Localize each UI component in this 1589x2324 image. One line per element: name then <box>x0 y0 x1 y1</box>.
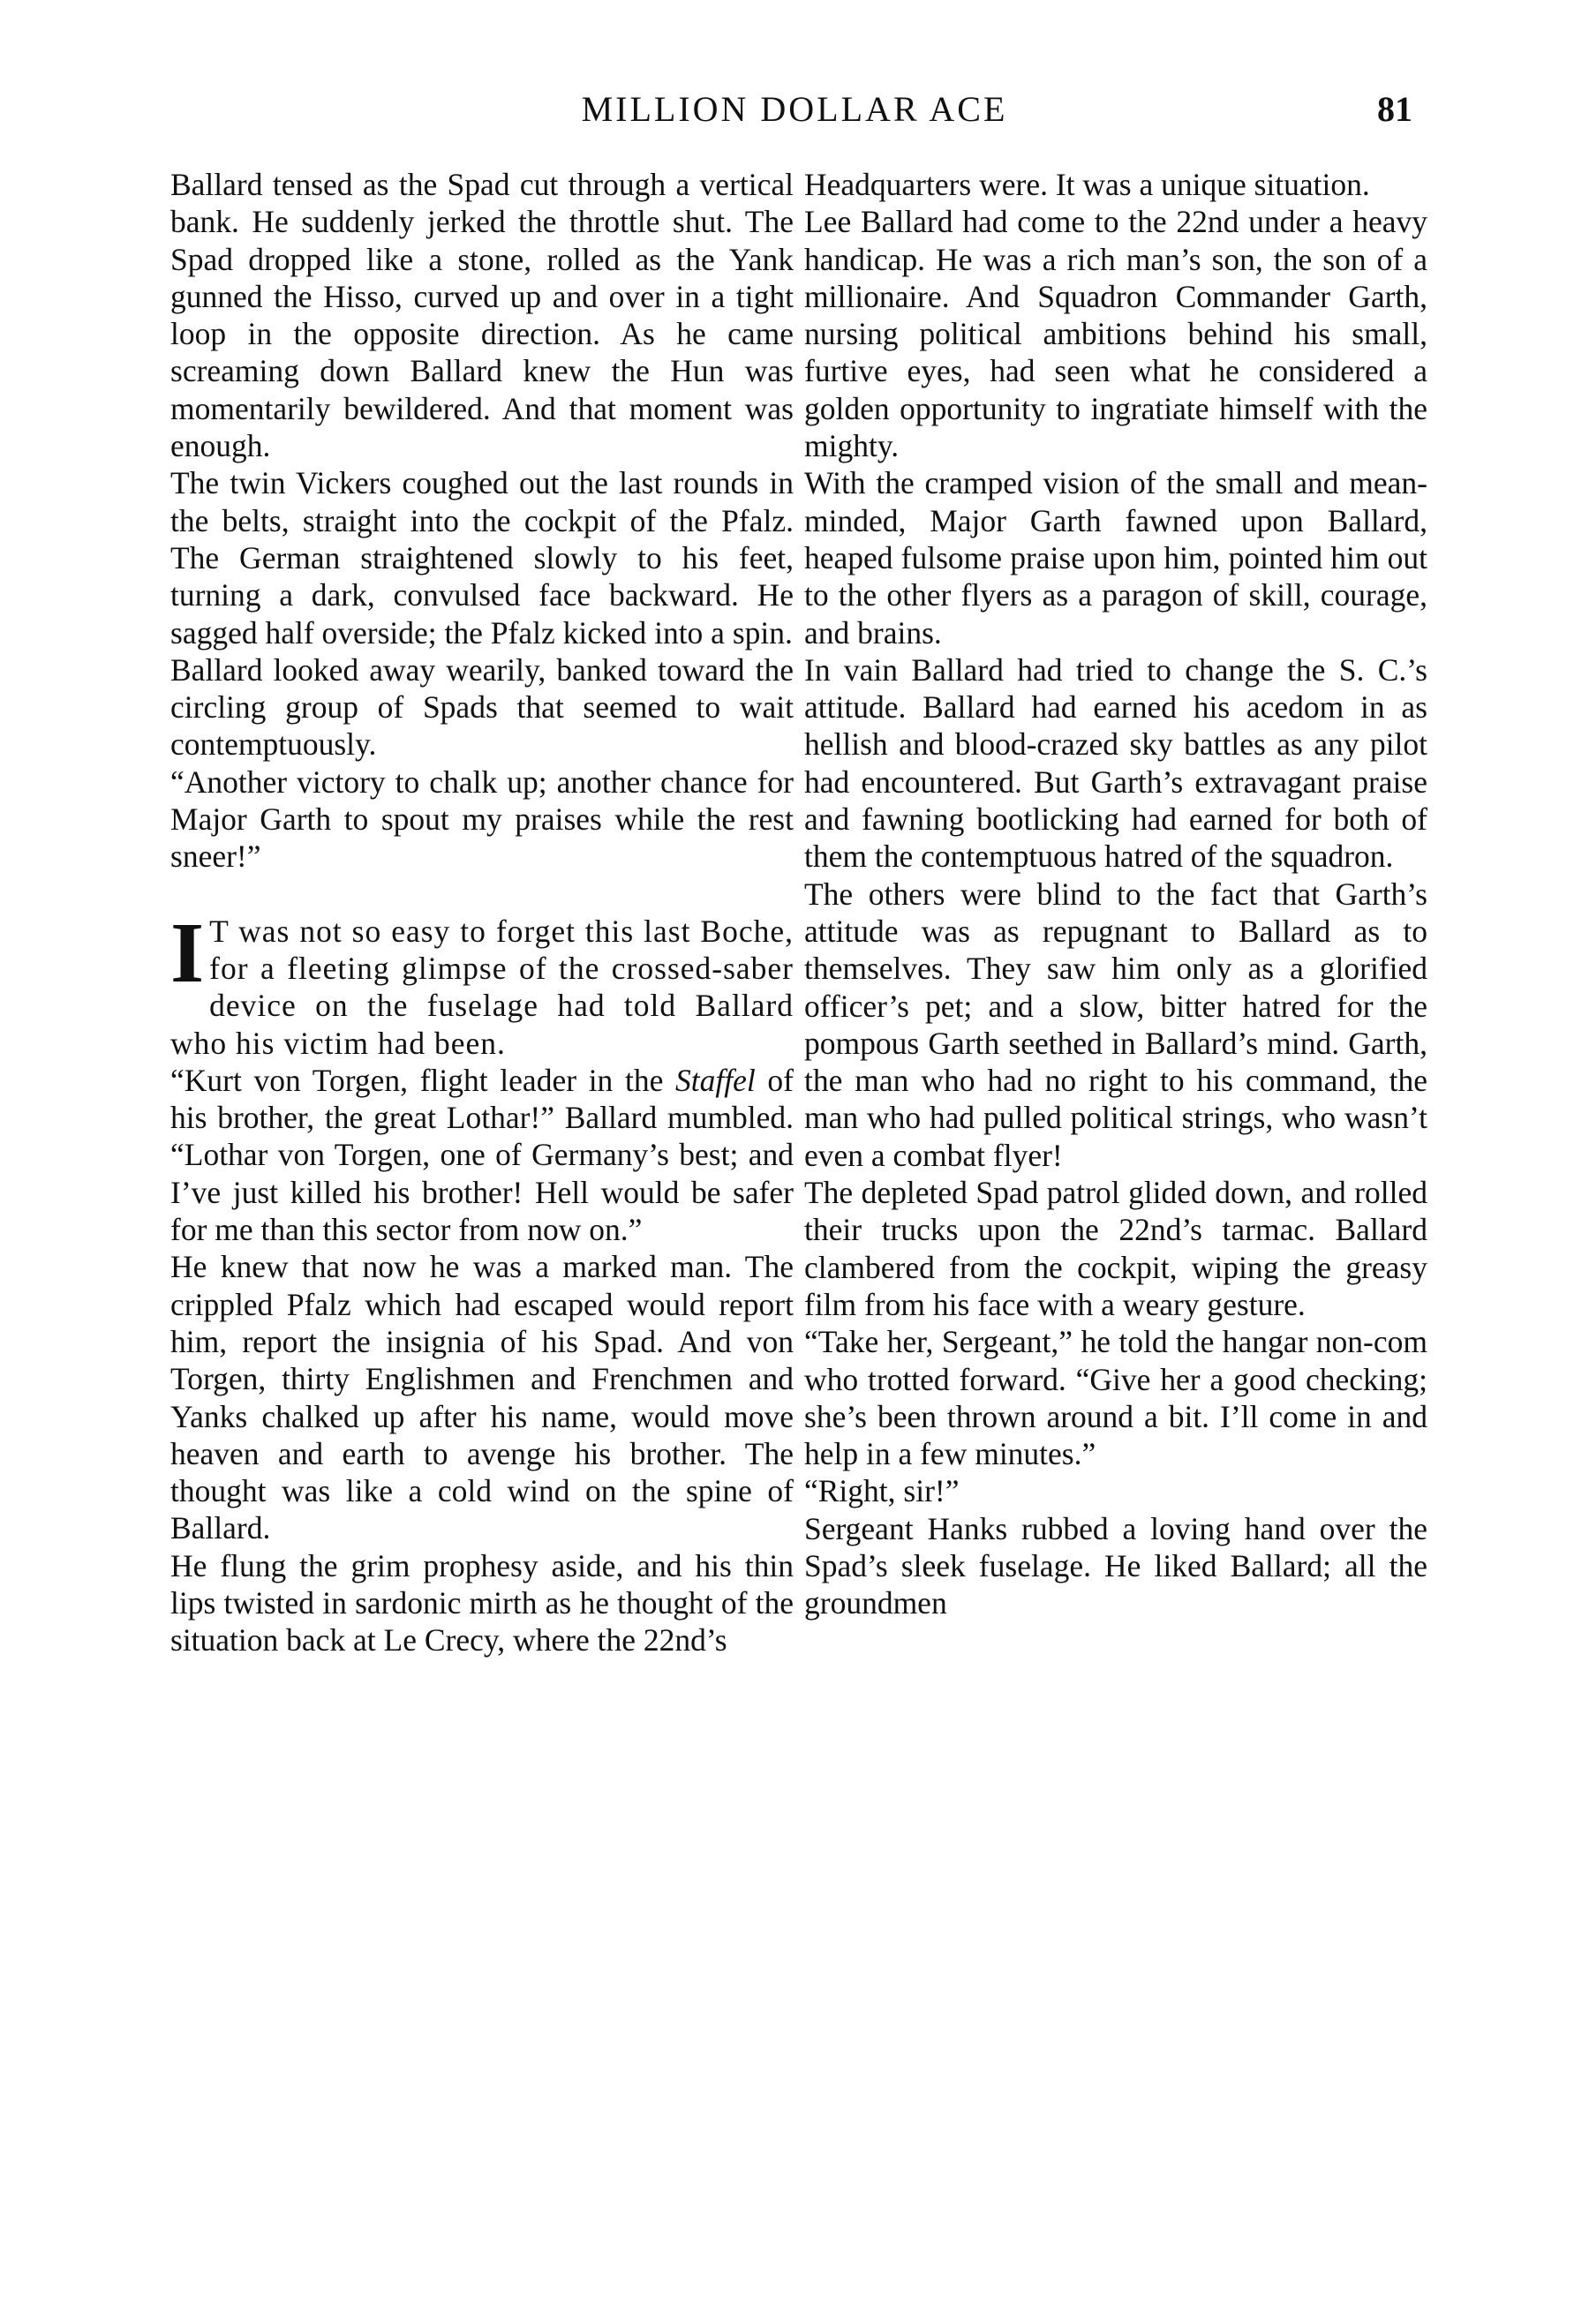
paragraph: In vain Ballard had tried to change the S. C.’s attitude. Ballard had earned his acedom in as hellish and blood-crazed sky battles as any pilot had encountered. But Garth’s extravagant praise and fawning bootlicking had earned for both of them the contemptuous hatred of the squadron. <box>804 651 1427 875</box>
paragraph: The others were blind to the fact that Garth’s attitude was as repugnant to Ballard as to themselves. They saw him only as a glorified officer’s pet; and a slow, bitter hatred for the pompous Garth seethed in Ballard’s mind. Garth, the man who had no right to his command, the man who had pulled political strings, who wasn’t even a combat flyer! <box>804 876 1427 1173</box>
paragraph: The depleted Spad patrol glided down, and rolled their trucks upon the 22nd’s tarmac. Ballard clambered from the cockpit, wiping the greasy film from his face with a weary gesture. <box>804 1175 1427 1322</box>
paragraph: With the cramped vision of the small and mean-minded, Major Garth fawned upon Ballard, heaped fulsome praise upon him, pointed him out to the other flyers as a paragon of skill, courage, and brains. <box>804 465 1427 651</box>
italic-word: Staffel <box>675 1062 756 1098</box>
paragraph: He knew that now he was a marked man. The crippled Pfalz which had escaped would report him, report the insignia of his Spad. And von Torgen, thirty Englishmen and Frenchmen and Yanks chalked up after his name, would move heaven and earth to avenge his brother. The thought was like a cold wind on the spine of Ballard. <box>170 1249 794 1546</box>
left-column <box>170 166 794 1659</box>
drop-cap: I <box>170 905 205 1001</box>
paragraph: He flung the grim prophesy aside, and his thin lips twisted in sardonic mirth as he thought of the situation back at Le Crecy, where the 22nd’s <box>170 1547 794 1658</box>
paragraph: Headquarters were. It was a unique situation. <box>804 167 1370 202</box>
paragraph-with-dropcap <box>170 905 794 1062</box>
paragraph: “Take her, Sergeant,” he told the hangar non-com who trotted forward. “Give her a good checking; she’s been thrown around a bit. I’ll come in and help in a few minutes.” <box>804 1324 1427 1472</box>
paragraph-text: “Kurt von Torgen, flight leader in the <box>170 1062 676 1098</box>
paragraph: Lee Ballard had come to the 22nd under a heavy handicap. He was a rich man’s son, the son of a millionaire. And Squadron Commander Garth, nursing political ambitions behind his small, furtive eyes, had seen what he considered a golden opportunity to ingratiate himself with the mighty. <box>804 204 1427 464</box>
paragraph: “Right, sir!” <box>804 1473 960 1509</box>
page-number: 81 <box>1377 89 1412 129</box>
section-break <box>170 876 794 913</box>
paragraph-text: T was not so easy to forget this last Boche, for a fleeting glimpse of the crossed-saber device on the fuselage had told Ballard who his victim had been. <box>170 913 794 1061</box>
running-title: MILLION DOLLAR ACE <box>581 89 1008 129</box>
running-header <box>0 88 1589 141</box>
paragraph: The twin Vickers coughed out the last rounds in the belts, straight into the cockpit of the Pfalz. The German straightened slowly to his feet, turning a dark, convulsed face backward. He sagged half overside; the Pfalz kicked into a spin. <box>170 465 794 651</box>
paragraph-text: of his brother, the great Lothar!” Ballard mumbled. “Lothar von Torgen, one of Germany’s best; and I’ve just killed his brother! Hell would be safer for me than this sector from now on.” <box>170 1062 794 1248</box>
right-column <box>804 166 1427 1622</box>
paragraph: “Another victory to chalk up; another chance for Major Garth to spout my praises while the rest sneer!” <box>170 763 794 875</box>
paragraph: Ballard looked away wearily, banked toward the circling group of Spads that seemed to wait contemptuously. <box>170 651 794 763</box>
paragraph: Ballard tensed as the Spad cut through a vertical bank. He suddenly jerked the throttle shut. The Spad dropped like a stone, rolled as the Yank gunned the Hisso, curved up and over in a tight loop in the opposite direction. As he came screaming down Ballard knew the Hun was momentarily bewildered. And that moment was enough. <box>170 167 794 464</box>
paragraph <box>170 1062 794 1248</box>
paragraph: Sergeant Hanks rubbed a loving hand over the Spad’s sleek fuselage. He liked Ballard; all the groundmen <box>804 1510 1427 1621</box>
